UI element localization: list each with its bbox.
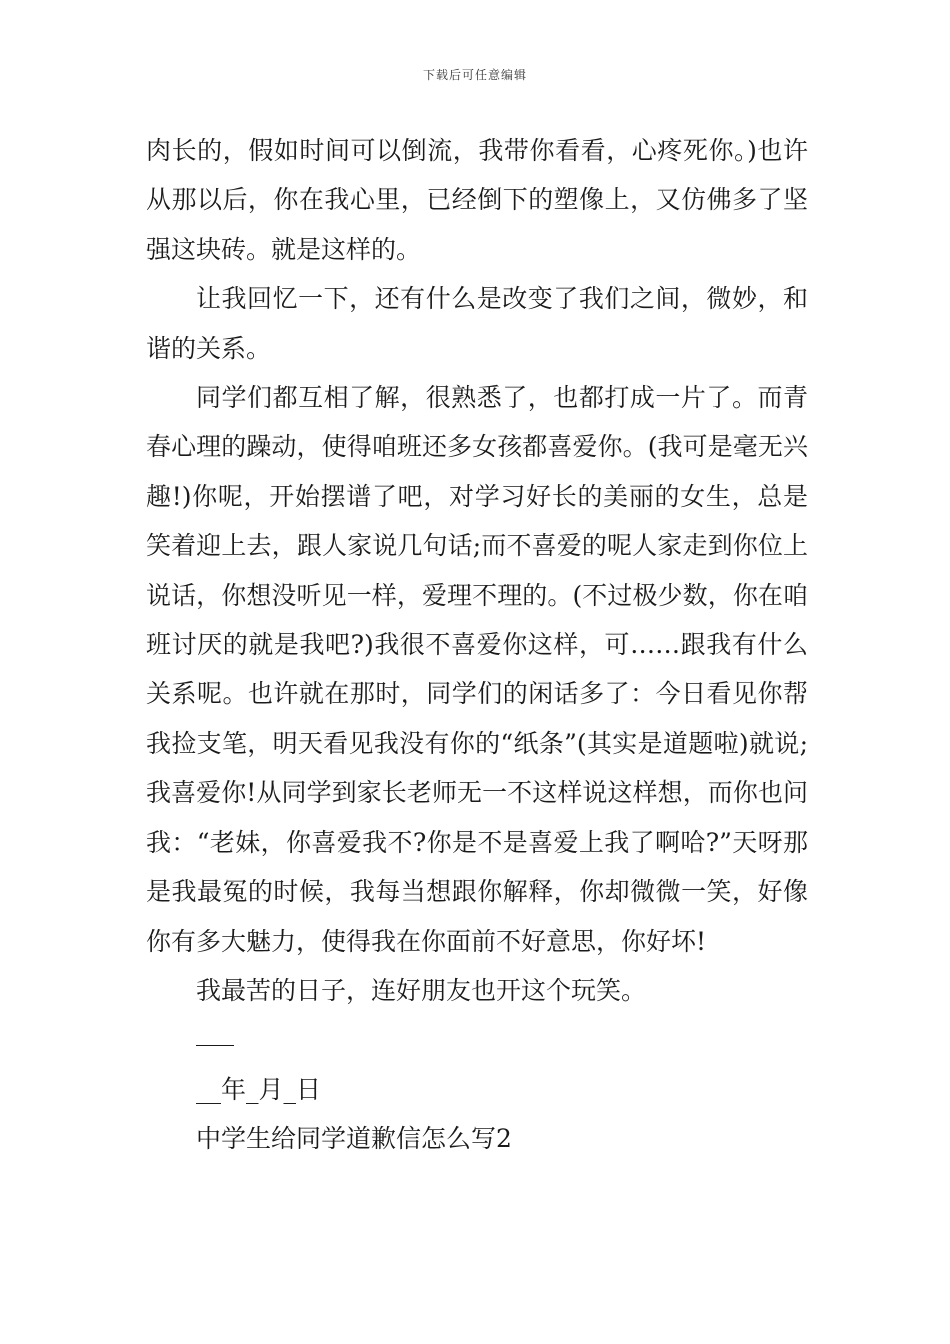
paragraph-3: 同学们都互相了解，很熟悉了，也都打成一片了。而青春心理的躁动，使得咱班还多女孩都喜爱你。(我可是毫无兴趣!)你呢，开始摆谱了吧，对学习好长的美丽的女生，总是笑着迎上去，跟人家说几句话;而不喜爱的呢人家走到你位上说话，你想没听见一样，爱理不理的。(不过极少数，你在咱班讨厌的就是我吧?)我很不喜爱你这样，可……跟我有什么关系呢。也许就在那时，同学们的闲话多了：今日看见你帮我捡支笔，明天看见我没有你的“纸条”(其实是道题啦)就说;我喜爱你!从同学到家长老师无一不这样说这样想，而你也问我：“老妹，你喜爱我不?你是不是喜爱上我了啊哈?”天呀那是我最冤的时候，我每当想跟你解释，你却微微一笑，好像你有多大魅力，使得我在你面前不好意思，你好坏!: [146, 383, 808, 956]
signature-line: [146, 1015, 808, 1064]
signature-rule: [196, 1045, 234, 1046]
paragraph-1: 肉长的，假如时间可以倒流，我带你看看，心疼死你。)也许从那以后，你在我心里，已经倒下的塑像上，又仿佛多了坚强这块砖。就是这样的。: [146, 136, 808, 264]
paragraph-2: 让我回忆一下，还有什么是改变了我们之间，微妙，和谐的关系。: [146, 284, 808, 363]
paragraph-4: 我最苦的日子，连好朋友也开这个玩笑。: [196, 975, 647, 1005]
document-body: [146, 126, 808, 1164]
next-section-title: 中学生给同学道歉信怎么写2: [196, 1124, 512, 1154]
date-line: __年_月_日: [196, 1074, 322, 1104]
page-header-note: 下载后可任意编辑: [422, 68, 527, 82]
